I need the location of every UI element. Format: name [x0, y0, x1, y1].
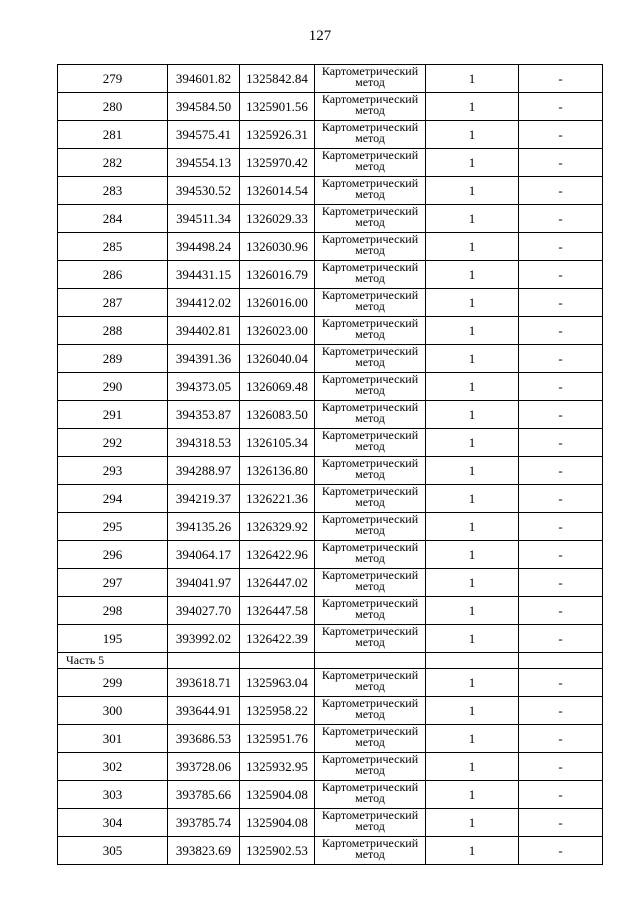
note-cell: -	[519, 205, 603, 233]
accuracy-cell: 1	[426, 541, 519, 569]
y-coordinate-cell: 1326016.00	[240, 289, 315, 317]
x-coordinate-cell: 394373.05	[168, 373, 240, 401]
y-coordinate-cell: 1325958.22	[240, 697, 315, 725]
x-coordinate-cell: 394431.15	[168, 261, 240, 289]
method-cell: Картометрический метод	[315, 725, 426, 753]
point-number-cell: 281	[58, 121, 168, 149]
accuracy-cell: 1	[426, 809, 519, 837]
y-coordinate-cell: 1326136.80	[240, 457, 315, 485]
part-header-row	[58, 653, 603, 669]
table-row	[58, 697, 603, 725]
x-coordinate-cell: 394584.50	[168, 93, 240, 121]
y-coordinate-cell: 1325901.56	[240, 93, 315, 121]
note-cell: -	[519, 121, 603, 149]
method-cell: Картометрический метод	[315, 753, 426, 781]
accuracy-cell: 1	[426, 373, 519, 401]
x-coordinate-cell: 394402.81	[168, 317, 240, 345]
empty-cell	[519, 653, 603, 669]
method-cell: Картометрический метод	[315, 401, 426, 429]
table-row	[58, 373, 603, 401]
accuracy-cell: 1	[426, 625, 519, 653]
table-row	[58, 205, 603, 233]
y-coordinate-cell: 1326030.96	[240, 233, 315, 261]
method-cell: Картометрический метод	[315, 837, 426, 865]
note-cell: -	[519, 401, 603, 429]
table-row	[58, 401, 603, 429]
point-number-cell: 195	[58, 625, 168, 653]
point-number-cell: 304	[58, 809, 168, 837]
table-row	[58, 121, 603, 149]
note-cell: -	[519, 177, 603, 205]
y-coordinate-cell: 1325951.76	[240, 725, 315, 753]
x-coordinate-cell: 394219.37	[168, 485, 240, 513]
note-cell: -	[519, 597, 603, 625]
empty-cell	[168, 653, 240, 669]
y-coordinate-cell: 1326014.54	[240, 177, 315, 205]
method-cell: Картометрический метод	[315, 177, 426, 205]
point-number-cell: 301	[58, 725, 168, 753]
note-cell: -	[519, 457, 603, 485]
method-cell: Картометрический метод	[315, 121, 426, 149]
note-cell: -	[519, 233, 603, 261]
page-number: 127	[308, 28, 332, 44]
y-coordinate-cell: 1326069.48	[240, 373, 315, 401]
method-cell: Картометрический метод	[315, 233, 426, 261]
point-number-cell: 295	[58, 513, 168, 541]
point-number-cell: 303	[58, 781, 168, 809]
y-coordinate-cell: 1326016.79	[240, 261, 315, 289]
method-cell: Картометрический метод	[315, 93, 426, 121]
x-coordinate-cell: 394027.70	[168, 597, 240, 625]
accuracy-cell: 1	[426, 65, 519, 93]
y-coordinate-cell: 1326447.02	[240, 569, 315, 597]
note-cell: -	[519, 697, 603, 725]
table-row	[58, 809, 603, 837]
y-coordinate-cell: 1325904.08	[240, 809, 315, 837]
x-coordinate-cell: 394353.87	[168, 401, 240, 429]
note-cell: -	[519, 317, 603, 345]
y-coordinate-cell: 1325902.53	[240, 837, 315, 865]
note-cell: -	[519, 513, 603, 541]
y-coordinate-cell: 1325970.42	[240, 149, 315, 177]
note-cell: -	[519, 345, 603, 373]
y-coordinate-cell: 1326105.34	[240, 429, 315, 457]
y-coordinate-cell: 1326221.36	[240, 485, 315, 513]
coordinates-table-body	[58, 65, 603, 865]
x-coordinate-cell: 393785.74	[168, 809, 240, 837]
accuracy-cell: 1	[426, 205, 519, 233]
method-cell: Картометрический метод	[315, 65, 426, 93]
point-number-cell: 280	[58, 93, 168, 121]
point-number-cell: 302	[58, 753, 168, 781]
note-cell: -	[519, 569, 603, 597]
point-number-cell: 297	[58, 569, 168, 597]
accuracy-cell: 1	[426, 457, 519, 485]
part-label: Часть 5	[58, 653, 168, 669]
y-coordinate-cell: 1326023.00	[240, 317, 315, 345]
empty-cell	[315, 653, 426, 669]
table-row	[58, 345, 603, 373]
point-number-cell: 296	[58, 541, 168, 569]
note-cell: -	[519, 809, 603, 837]
point-number-cell: 287	[58, 289, 168, 317]
point-number-cell: 289	[58, 345, 168, 373]
x-coordinate-cell: 394575.41	[168, 121, 240, 149]
method-cell: Картометрический метод	[315, 261, 426, 289]
x-coordinate-cell: 393644.91	[168, 697, 240, 725]
method-cell: Картометрический метод	[315, 205, 426, 233]
empty-cell	[426, 653, 519, 669]
note-cell: -	[519, 289, 603, 317]
table-row	[58, 65, 603, 93]
x-coordinate-cell: 394412.02	[168, 289, 240, 317]
point-number-cell: 279	[58, 65, 168, 93]
point-number-cell: 290	[58, 373, 168, 401]
y-coordinate-cell: 1325926.31	[240, 121, 315, 149]
accuracy-cell: 1	[426, 233, 519, 261]
table-row	[58, 429, 603, 457]
y-coordinate-cell: 1326083.50	[240, 401, 315, 429]
x-coordinate-cell: 394041.97	[168, 569, 240, 597]
note-cell: -	[519, 753, 603, 781]
accuracy-cell: 1	[426, 597, 519, 625]
table-row	[58, 725, 603, 753]
table-row	[58, 289, 603, 317]
method-cell: Картометрический метод	[315, 429, 426, 457]
y-coordinate-cell: 1326029.33	[240, 205, 315, 233]
note-cell: -	[519, 65, 603, 93]
accuracy-cell: 1	[426, 289, 519, 317]
note-cell: -	[519, 429, 603, 457]
table-row	[58, 149, 603, 177]
table-row	[58, 93, 603, 121]
table-row	[58, 233, 603, 261]
note-cell: -	[519, 837, 603, 865]
accuracy-cell: 1	[426, 569, 519, 597]
x-coordinate-cell: 394601.82	[168, 65, 240, 93]
table-row	[58, 597, 603, 625]
point-number-cell: 294	[58, 485, 168, 513]
point-number-cell: 291	[58, 401, 168, 429]
coordinates-table	[57, 64, 603, 865]
table-row	[58, 457, 603, 485]
note-cell: -	[519, 725, 603, 753]
accuracy-cell: 1	[426, 149, 519, 177]
table-row	[58, 317, 603, 345]
accuracy-cell: 1	[426, 121, 519, 149]
point-number-cell: 298	[58, 597, 168, 625]
table-row	[58, 261, 603, 289]
x-coordinate-cell: 394530.52	[168, 177, 240, 205]
accuracy-cell: 1	[426, 837, 519, 865]
method-cell: Картометрический метод	[315, 569, 426, 597]
accuracy-cell: 1	[426, 753, 519, 781]
note-cell: -	[519, 669, 603, 697]
y-coordinate-cell: 1325904.08	[240, 781, 315, 809]
note-cell: -	[519, 625, 603, 653]
point-number-cell: 288	[58, 317, 168, 345]
accuracy-cell: 1	[426, 177, 519, 205]
x-coordinate-cell: 393618.71	[168, 669, 240, 697]
point-number-cell: 282	[58, 149, 168, 177]
accuracy-cell: 1	[426, 317, 519, 345]
accuracy-cell: 1	[426, 669, 519, 697]
method-cell: Картометрический метод	[315, 373, 426, 401]
accuracy-cell: 1	[426, 261, 519, 289]
method-cell: Картометрический метод	[315, 669, 426, 697]
x-coordinate-cell: 394318.53	[168, 429, 240, 457]
method-cell: Картометрический метод	[315, 541, 426, 569]
x-coordinate-cell: 393992.02	[168, 625, 240, 653]
point-number-cell: 305	[58, 837, 168, 865]
x-coordinate-cell: 393728.06	[168, 753, 240, 781]
table-row	[58, 753, 603, 781]
accuracy-cell: 1	[426, 345, 519, 373]
accuracy-cell: 1	[426, 697, 519, 725]
table-row	[58, 485, 603, 513]
method-cell: Картометрический метод	[315, 625, 426, 653]
table-row	[58, 513, 603, 541]
method-cell: Картометрический метод	[315, 317, 426, 345]
note-cell: -	[519, 781, 603, 809]
method-cell: Картометрический метод	[315, 485, 426, 513]
table-row	[58, 569, 603, 597]
y-coordinate-cell: 1325963.04	[240, 669, 315, 697]
y-coordinate-cell: 1326447.58	[240, 597, 315, 625]
method-cell: Картометрический метод	[315, 289, 426, 317]
note-cell: -	[519, 149, 603, 177]
y-coordinate-cell: 1325842.84	[240, 65, 315, 93]
x-coordinate-cell: 394135.26	[168, 513, 240, 541]
table-row	[58, 837, 603, 865]
x-coordinate-cell: 394391.36	[168, 345, 240, 373]
note-cell: -	[519, 93, 603, 121]
accuracy-cell: 1	[426, 725, 519, 753]
y-coordinate-cell: 1326422.39	[240, 625, 315, 653]
accuracy-cell: 1	[426, 781, 519, 809]
x-coordinate-cell: 394511.34	[168, 205, 240, 233]
table-row	[58, 781, 603, 809]
table-row	[58, 669, 603, 697]
method-cell: Картометрический метод	[315, 457, 426, 485]
accuracy-cell: 1	[426, 401, 519, 429]
note-cell: -	[519, 261, 603, 289]
table-row	[58, 625, 603, 653]
y-coordinate-cell: 1326329.92	[240, 513, 315, 541]
x-coordinate-cell: 394554.13	[168, 149, 240, 177]
x-coordinate-cell: 393785.66	[168, 781, 240, 809]
accuracy-cell: 1	[426, 513, 519, 541]
accuracy-cell: 1	[426, 485, 519, 513]
y-coordinate-cell: 1326040.04	[240, 345, 315, 373]
accuracy-cell: 1	[426, 429, 519, 457]
empty-cell	[240, 653, 315, 669]
note-cell: -	[519, 373, 603, 401]
table-row	[58, 541, 603, 569]
point-number-cell: 286	[58, 261, 168, 289]
method-cell: Картометрический метод	[315, 345, 426, 373]
x-coordinate-cell: 393823.69	[168, 837, 240, 865]
point-number-cell: 292	[58, 429, 168, 457]
point-number-cell: 284	[58, 205, 168, 233]
method-cell: Картометрический метод	[315, 597, 426, 625]
point-number-cell: 283	[58, 177, 168, 205]
y-coordinate-cell: 1325932.95	[240, 753, 315, 781]
x-coordinate-cell: 394288.97	[168, 457, 240, 485]
point-number-cell: 285	[58, 233, 168, 261]
point-number-cell: 293	[58, 457, 168, 485]
point-number-cell: 300	[58, 697, 168, 725]
point-number-cell: 299	[58, 669, 168, 697]
x-coordinate-cell: 393686.53	[168, 725, 240, 753]
method-cell: Картометрический метод	[315, 697, 426, 725]
method-cell: Картометрический метод	[315, 809, 426, 837]
x-coordinate-cell: 394498.24	[168, 233, 240, 261]
method-cell: Картометрический метод	[315, 781, 426, 809]
note-cell: -	[519, 485, 603, 513]
table-row	[58, 177, 603, 205]
accuracy-cell: 1	[426, 93, 519, 121]
method-cell: Картометрический метод	[315, 149, 426, 177]
x-coordinate-cell: 394064.17	[168, 541, 240, 569]
method-cell: Картометрический метод	[315, 513, 426, 541]
y-coordinate-cell: 1326422.96	[240, 541, 315, 569]
note-cell: -	[519, 541, 603, 569]
